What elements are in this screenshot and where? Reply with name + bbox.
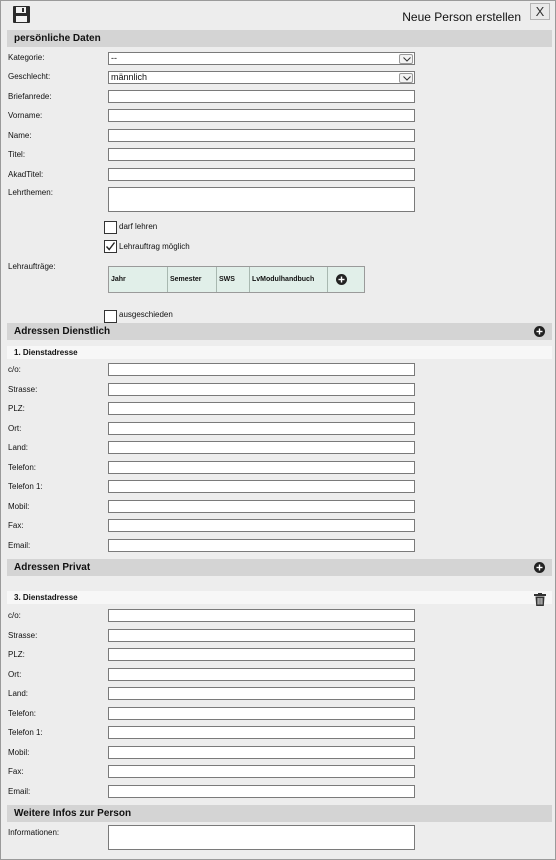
dienst-plz-input[interactable] [108, 402, 415, 415]
privat-mobil-input[interactable] [108, 746, 415, 759]
kategorie-label: Kategorie: [8, 53, 45, 62]
privat-co-input[interactable] [108, 609, 415, 622]
kategorie-select[interactable] [108, 52, 415, 65]
close-button[interactable]: X [530, 3, 550, 20]
privat-email-label: Email: [8, 787, 31, 796]
name-label: Name: [8, 131, 32, 140]
privat-land-label: Land: [8, 689, 29, 698]
privat-ort-input[interactable] [108, 668, 415, 681]
table-header-semester[interactable]: Semester [168, 267, 217, 292]
table-header-sws[interactable]: SWS [217, 267, 250, 292]
darf-lehren-label: darf lehren [119, 222, 158, 231]
privat-telefon-input[interactable] [108, 707, 415, 720]
trash-icon[interactable] [534, 593, 546, 606]
dienst-telefon-input[interactable] [108, 461, 415, 474]
table-header-lvmodulhandbuch[interactable]: LvModulhandbuch [250, 267, 328, 292]
dienst-land-input[interactable] [108, 441, 415, 454]
dienstadresse-3-header: 3. Dienstadresse [7, 591, 552, 604]
dienst-fax-input[interactable] [108, 519, 415, 532]
dienst-strasse-input[interactable] [108, 383, 415, 396]
dienst-mobil-label: Mobil: [8, 502, 30, 511]
privat-telefon1-input[interactable] [108, 726, 415, 739]
lehrauftrag-label: Lehrauftrag möglich [119, 242, 190, 251]
ausgeschieden-label: ausgeschieden [119, 310, 173, 319]
vorname-label: Vorname: [8, 111, 43, 120]
briefanrede-label: Briefanrede: [8, 92, 52, 101]
lehrauftraege-table [108, 266, 365, 293]
privat-strasse-label: Strasse: [8, 631, 38, 640]
dialog-title: Neue Person erstellen [402, 10, 521, 24]
titel-input[interactable] [108, 148, 415, 161]
chevron-down-icon [399, 73, 413, 83]
dienst-land-label: Land: [8, 443, 29, 452]
privat-plz-label: PLZ: [8, 650, 25, 659]
briefanrede-input[interactable] [108, 90, 415, 103]
dienst-ort-input[interactable] [108, 422, 415, 435]
geschlecht-select-value: männlich [111, 72, 148, 82]
dienst-plz-label: PLZ: [8, 404, 25, 413]
privat-telefon1-label: Telefon 1: [8, 728, 43, 737]
privat-email-input[interactable] [108, 785, 415, 798]
section-privat-header: Adressen Privat [7, 559, 552, 576]
darf-lehren-checkbox[interactable] [104, 221, 117, 234]
lehrthemen-label: Lehrthemen: [8, 188, 53, 197]
dienst-telefon1-label: Telefon 1: [8, 482, 43, 491]
akadtitel-input[interactable] [108, 168, 415, 181]
privat-mobil-label: Mobil: [8, 748, 30, 757]
akadtitel-label: AkadTitel: [8, 170, 44, 179]
geschlecht-label: Geschlecht: [8, 72, 51, 81]
name-input[interactable] [108, 129, 415, 142]
privat-ort-label: Ort: [8, 670, 22, 679]
dienst-co-input[interactable] [108, 363, 415, 376]
privat-fax-input[interactable] [108, 765, 415, 778]
lehrauftraege-label: Lehraufträge: [8, 262, 56, 271]
geschlecht-select[interactable] [108, 71, 415, 84]
dienst-telefon-label: Telefon: [8, 463, 37, 472]
privat-co-label: c/o: [8, 611, 21, 620]
informationen-label: Informationen: [8, 828, 60, 837]
plus-circle-icon[interactable] [534, 326, 545, 337]
table-header-jahr[interactable]: Jahr [109, 267, 168, 292]
plus-circle-icon[interactable] [336, 274, 347, 285]
dienst-co-label: c/o: [8, 365, 21, 374]
privat-strasse-input[interactable] [108, 629, 415, 642]
checkmark-icon [105, 241, 116, 252]
vorname-input[interactable] [108, 109, 415, 122]
privat-fax-label: Fax: [8, 767, 24, 776]
privat-telefon-label: Telefon: [8, 709, 37, 718]
dienst-email-label: Email: [8, 541, 31, 550]
section-dienstlich-header: Adressen Dienstlich [7, 323, 552, 340]
dienstadresse-1-header: 1. Dienstadresse [7, 346, 552, 359]
privat-plz-input[interactable] [108, 648, 415, 661]
dienst-fax-label: Fax: [8, 521, 24, 530]
save-icon[interactable] [13, 6, 30, 23]
dienst-mobil-input[interactable] [108, 500, 415, 513]
titel-label: Titel: [8, 150, 26, 159]
dienst-strasse-label: Strasse: [8, 385, 38, 394]
chevron-down-icon [399, 54, 413, 64]
ausgeschieden-checkbox[interactable] [104, 310, 117, 323]
section-personal-header: persönliche Daten [7, 30, 552, 47]
dienst-ort-label: Ort: [8, 424, 22, 433]
plus-circle-icon[interactable] [534, 562, 545, 573]
kategorie-select-value: -- [111, 53, 117, 63]
section-weitere-header: Weitere Infos zur Person [7, 805, 552, 822]
privat-land-input[interactable] [108, 687, 415, 700]
lehrthemen-textarea[interactable] [108, 187, 415, 212]
informationen-textarea[interactable] [108, 825, 415, 850]
dienst-telefon1-input[interactable] [108, 480, 415, 493]
dienst-email-input[interactable] [108, 539, 415, 552]
lehrauftrag-checkbox[interactable] [104, 240, 117, 253]
